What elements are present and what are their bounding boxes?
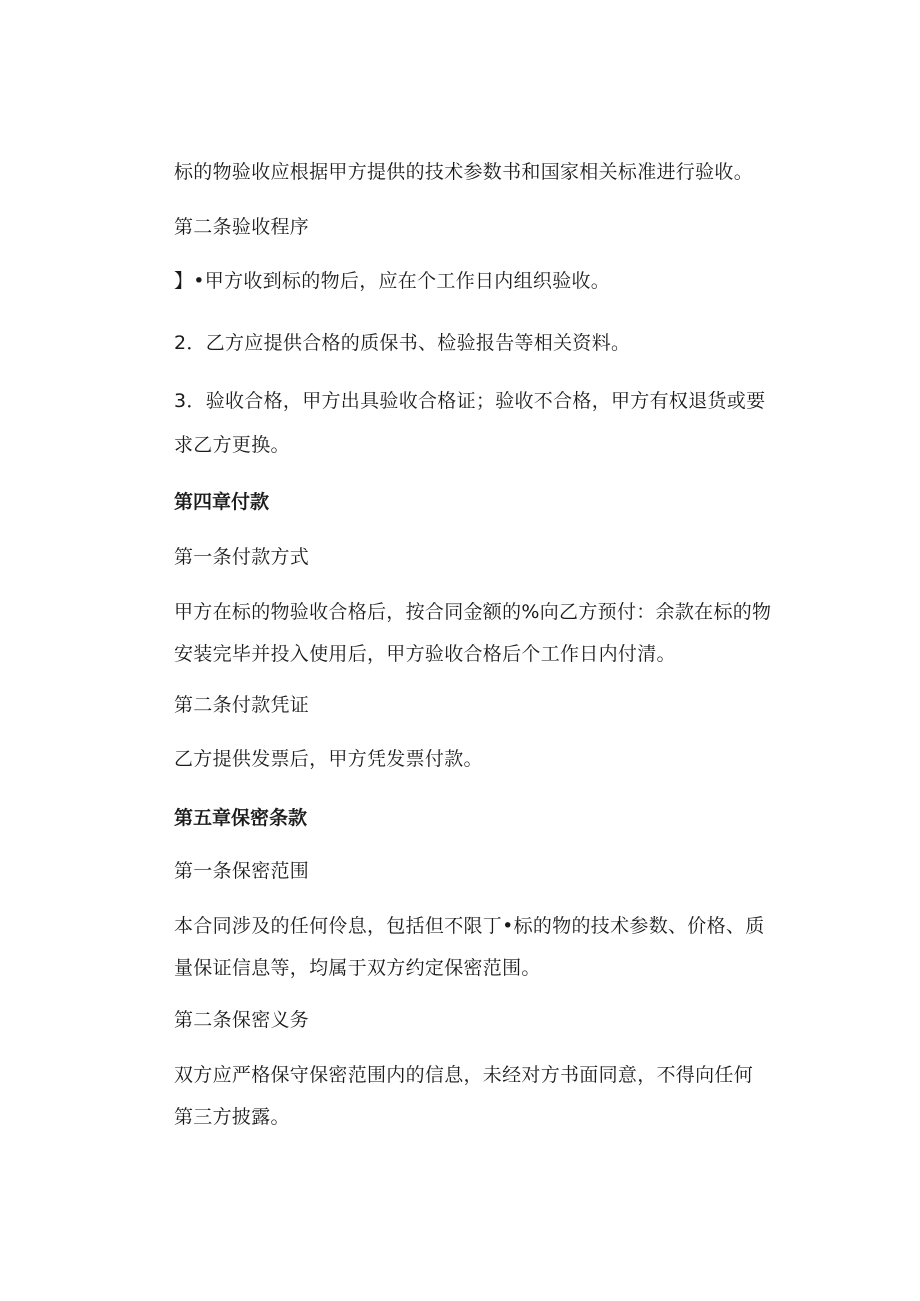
paragraph-duty-line-1: 双方应严格保守保密范围内的信息，未经对方书面同意，不得向任何: [174, 1064, 754, 1086]
list-item-1: 】•甲方收到标的物后，应在个工作日内组织验收。: [174, 270, 611, 292]
article-payment-voucher: 第二条付款凭证: [174, 694, 310, 716]
paragraph-duty-line-2: 第三方披露。: [174, 1106, 290, 1128]
paragraph-payment-method-line-1: 甲方在标的物验收合格后，按合同金额的%向乙方预付：余款在标的物: [174, 601, 772, 623]
list-item-3-line-2: 求乙方更换。: [174, 434, 290, 456]
chapter-5-heading: 第五章保密条款: [174, 807, 308, 829]
article-acceptance-procedure: 第二条验收程序: [174, 216, 310, 238]
article-payment-method: 第一条付款方式: [174, 546, 310, 568]
paragraph-scope-line-1: 本合同涉及的任何伶息，包括但不限丁•标的物的技术参数、价格、质: [174, 915, 765, 937]
paragraph-payment-method-line-2: 安装完毕并投入使用后，甲方验收合格后个工作日内付清。: [174, 643, 676, 665]
paragraph-scope-line-2: 量保证信息等，均属于双方约定保密范围。: [174, 957, 541, 979]
chapter-4-heading: 第四章付款: [174, 491, 270, 513]
paragraph-payment-voucher: 乙方提供发票后，甲方凭发票付款。: [174, 748, 483, 770]
article-confidential-scope: 第一条保密范围: [174, 860, 310, 882]
list-item-3-line-1: 3．验收合格，甲方出具验收合格证；验收不合格，甲方有权退货或要: [174, 390, 766, 412]
list-item-2: 2．乙方应提供合格的质保书、检验报告等相关资料。: [174, 332, 631, 354]
paragraph-acceptance-basis: 标的物验收应根据甲方提供的技术参数书和国家相关标准进行验收。: [174, 161, 754, 183]
article-confidential-duty: 第二条保密义务: [174, 1009, 310, 1031]
